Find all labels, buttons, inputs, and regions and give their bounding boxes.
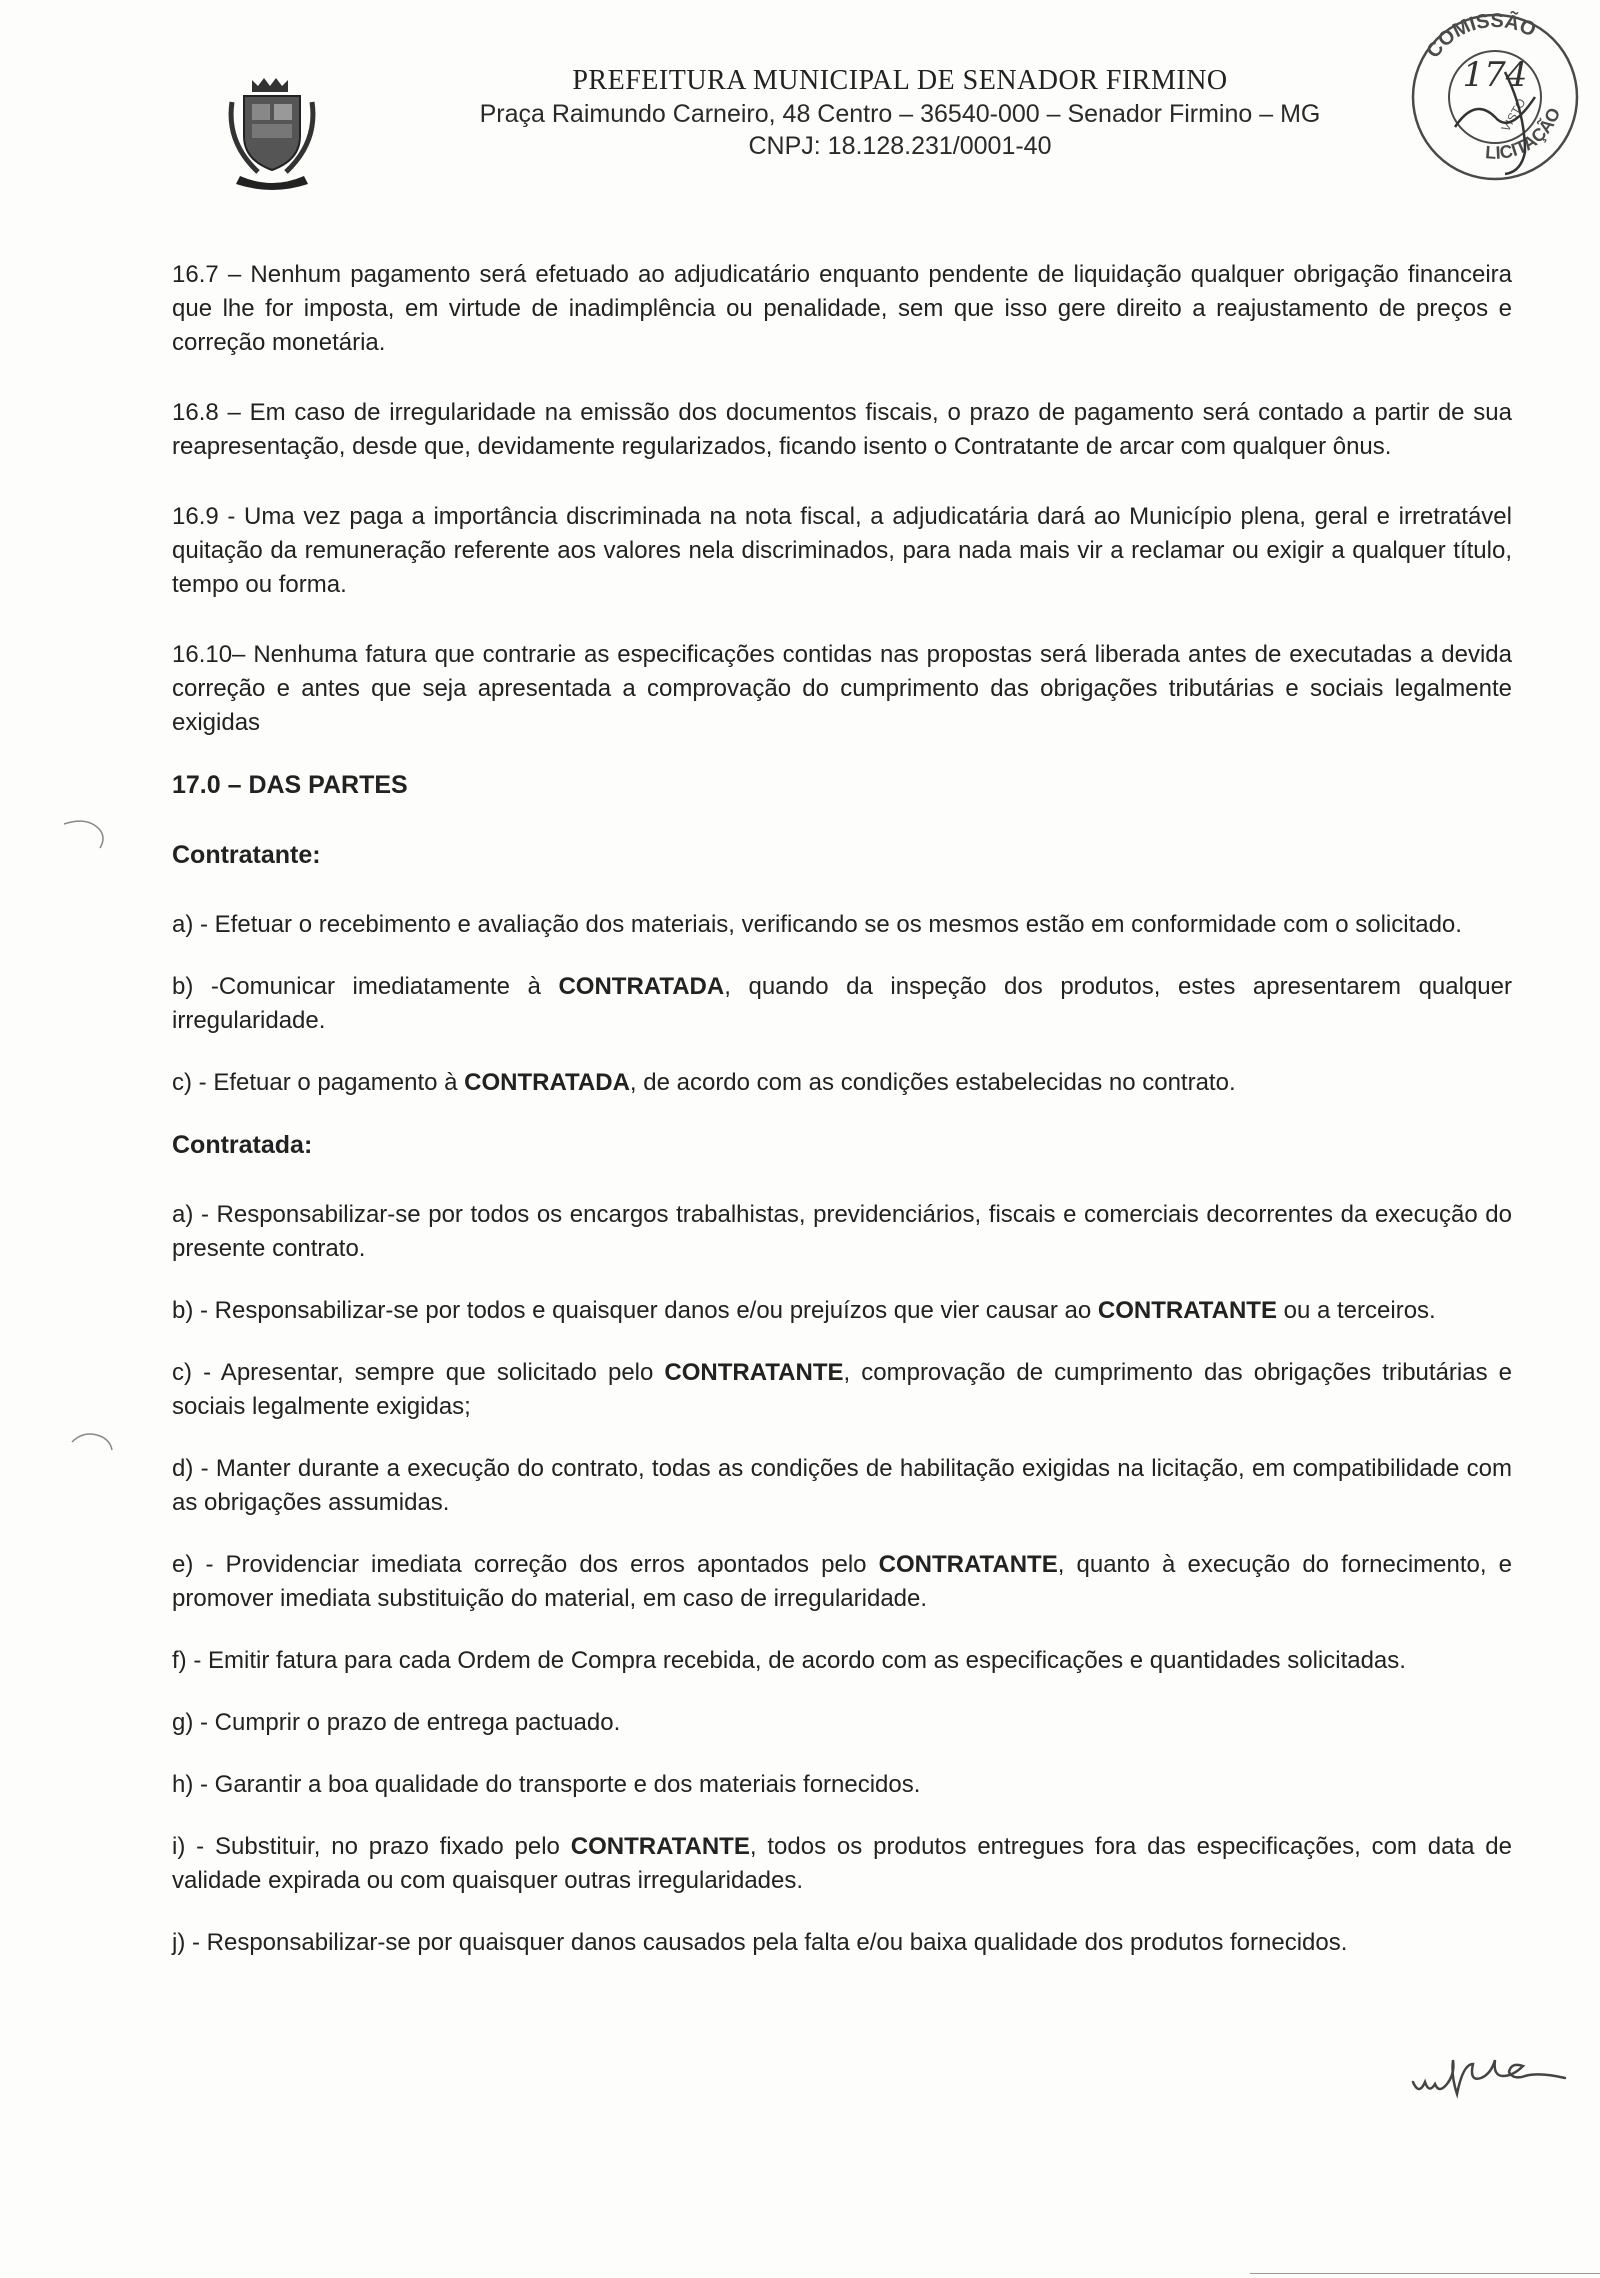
letterhead-address: Praça Raimundo Carneiro, 48 Centro – 36540-000 – Senador Firmino – MG — [479, 100, 1321, 128]
contratada-item-f: f) - Emitir fatura para cada Ordem de Compra recebida, de acordo com as especificações e quantidades solicitadas. — [172, 1647, 1406, 1674]
party-name: CONTRATANTE — [878, 1551, 1058, 1578]
handwritten-signature — [1405, 2042, 1595, 2112]
contratada-item-c — [172, 1356, 1512, 1424]
item-text: b) -Comunicar imediatamente à — [172, 973, 559, 1000]
contratada-item-a: a) - Responsabilizar-se por todos os encargos trabalhistas, previdenciários, fiscais e comerciais decorrentes da execução do presente contrato. — [172, 1201, 1512, 1262]
item-text: , quanto à execução do fornecimento, e promover imediata substituição do material, em caso de irregularidade. — [172, 1551, 1512, 1612]
stamp-bottom-text: LICITAÇÃO — [1484, 104, 1565, 163]
contratada-heading: Contratada: — [172, 1131, 313, 1159]
party-name: CONTRATANTE — [570, 1833, 750, 1860]
bottom-edge-line — [1250, 2273, 1600, 2274]
letterhead-title: PREFEITURA MUNICIPAL DE SENADOR FIRMINO — [572, 65, 1228, 96]
document-body — [172, 258, 1512, 1960]
party-name: CONTRATADA — [558, 973, 725, 1000]
party-name: CONTRATADA — [464, 1069, 630, 1096]
party-name: CONTRATANTE — [664, 1359, 844, 1386]
contratante-item-b — [172, 970, 1512, 1038]
contratada-item-i — [172, 1830, 1512, 1898]
item-text: , quando da inspeção dos produtos, estes apresentarem qualquer irregularidade. — [172, 973, 1512, 1034]
letterhead — [400, 64, 1400, 162]
item-text: , de acordo com as condições estabelecidas no contrato. — [629, 1069, 1236, 1096]
stamp-top-text: COMISSÃO — [1422, 9, 1540, 63]
contratada-item-b — [172, 1294, 1512, 1328]
letterhead-cnpj: CNPJ: 18.128.231/0001-40 — [748, 132, 1052, 160]
stamp-visto: VISTO — [1498, 95, 1529, 135]
clause-16-9: 16.9 - Uma vez paga a importância discriminada na nota fiscal, a adjudicatária dará ao Município plena, geral e irretratável quitação da remuneração referente aos valores nela discriminados, para nada mais vir a reclamar ou exigir a qualquer título, tempo ou forma. — [172, 503, 1512, 598]
item-text: i) - Substituir, no prazo fixado pelo — [172, 1833, 571, 1860]
contratada-item-d: d) - Manter durante a execução do contrato, todas as condições de habilitação exigidas na licitação, em compatibilidade com as obrigações assumidas. — [172, 1455, 1512, 1516]
item-text: , todos os produtos entregues fora das especificações, com data de validade expirada ou com quaisquer outras irregularidades. — [172, 1833, 1513, 1894]
contratante-heading: Contratante: — [172, 841, 321, 869]
commission-stamp — [1395, 2, 1595, 192]
section-17-heading: 17.0 – DAS PARTES — [172, 771, 408, 799]
clause-16-10: 16.10– Nenhuma fatura que contrarie as especificações contidas nas propostas será liberada antes de executadas a devida correção e antes que seja apresentada a comprovação do cumprimento das obrigações tributárias e sociais legalmente exigidas — [172, 641, 1512, 736]
margin-mark — [60, 816, 110, 866]
item-text: e) - Providenciar imediata correção dos erros apontados pelo — [172, 1551, 879, 1578]
margin-mark — [68, 1424, 118, 1464]
party-name: CONTRATANTE — [1097, 1297, 1277, 1324]
item-text: c) - Apresentar, sempre que solicitado pelo — [172, 1359, 665, 1386]
contratada-item-e — [172, 1548, 1512, 1616]
contratante-item-a: a) - Efetuar o recebimento e avaliação dos materiais, verificando se os mesmos estão em conformidade com o solicitado. — [172, 911, 1462, 938]
clause-16-8: 16.8 – Em caso de irregularidade na emissão dos documentos fiscais, o prazo de pagamento será contado a partir de sua reapresentação, desde que, devidamente regularizados, ficando isento o Contratante de arcar com qualquer ônus. — [172, 399, 1512, 460]
item-text: ou a terceiros. — [1276, 1297, 1436, 1324]
item-text: , comprovação de cumprimento das obrigações tributárias e sociais legalmente exigidas; — [172, 1359, 1513, 1420]
contratada-item-g: g) - Cumprir o prazo de entrega pactuado. — [172, 1709, 621, 1736]
clause-16-7: 16.7 – Nenhum pagamento será efetuado ao adjudicatário enquanto pendente de liquidação qualquer obrigação financeira que lhe for imposta, em virtude de inadimplência ou penalidade, sem que isso gere direito a reajustamento de preços e correção monetária. — [172, 261, 1512, 356]
contratada-item-h: h) - Garantir a boa qualidade do transporte e dos materiais fornecidos. — [172, 1771, 921, 1798]
contratante-item-c — [172, 1066, 1512, 1100]
item-text: b) - Responsabilizar-se por todos e quaisquer danos e/ou prejuízos que vier causar ao — [172, 1297, 1098, 1324]
stamp-number: 174 — [1462, 55, 1528, 95]
contratada-item-j: j) - Responsabilizar-se por quaisquer danos causados pela falta e/ou baixa qualidade dos produtos fornecidos. — [172, 1929, 1348, 1956]
item-text: c) - Efetuar o pagamento à — [172, 1069, 465, 1096]
municipal-crest-logo — [222, 72, 322, 192]
